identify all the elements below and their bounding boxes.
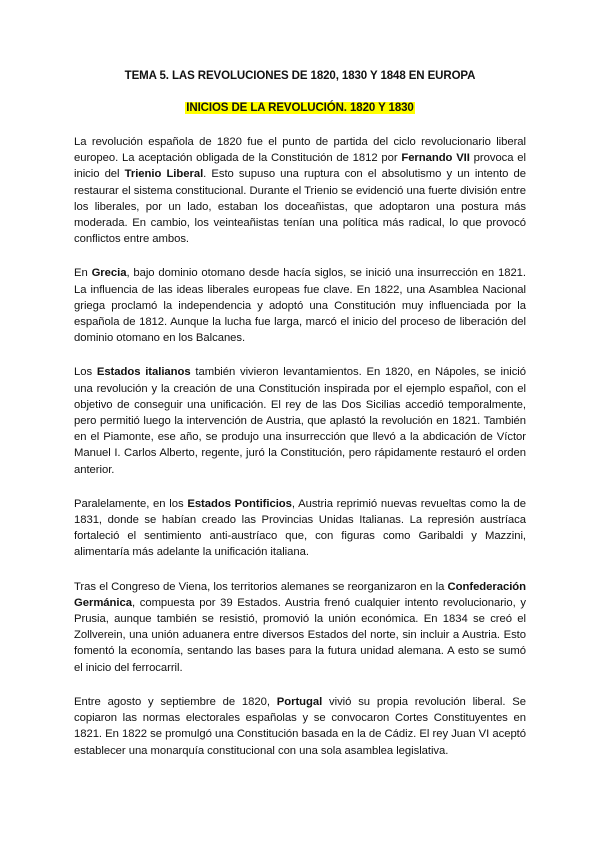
paragraph-text: Entre agosto y septiembre de 1820, — [74, 695, 277, 708]
paragraph-text: provoca el inicio del — [74, 152, 526, 181]
paragraph-text: La revolución española de 1820 fue el punto de partida del ciclo revolucionario liberal europeo. La aceptación obligada de la Constitución de 1812 por — [74, 136, 526, 165]
paragraph-text: , compuesta por 39 Estados. Austria frenó cualquier intento revolucionario, y Prusia, aunque también se resistió, promovió la unión económica. En 1834 se creó el Zollverein, una unión aduanera entre diversos Estados del norte, sin incluir a Austria. Esto fomentó la economía, sentando las bases para la futura unidad alemana. A esto se sumó el inicio del ferrocarril. — [74, 596, 526, 674]
document-title: TEMA 5. LAS REVOLUCIONES DE 1820, 1830 Y 1848 EN EUROPA — [124, 70, 476, 82]
paragraph-spain — [74, 134, 526, 247]
paragraph-text: , bajo dominio otomano desde hacía siglos, se inició una insurrección en 1821. La influencia de las ideas liberales europeas fue clave. En 1822, una Asamblea Nacional griega proclamó la independencia y adoptó una Constitución muy influenciada por la española de 1812. Aunque la lucha fue larga, marcó el inicio del proceso de liberación del dominio otomano en los Balcanes. — [74, 267, 526, 345]
paragraph-text: . Esto supuso una ruptura con el absolutismo y un intento de restaurar el sistema constitucional. Durante el Trienio se evidenció una fuerte división entre los liberales, por un lado, estaban los doceañistas, que adoptaron una postura más moderada. En cambio, los veinteañistas tenían una política más radical, lo que provocó conflictos entre ambos. — [74, 168, 526, 246]
bold-term-trienio-liberal: Trienio Liberal — [124, 168, 204, 181]
paragraph-italy — [74, 364, 526, 477]
paragraph-text: , Austria reprimió nuevas revueltas como la de 1831, donde se habían creado las Provincias Unidas Italianas. La represión austríaca fortaleció el sentimiento anti-austríaco que, con figuras como Garibaldi y Mazzini, alimentaría más adelante la unificación italiana. — [74, 497, 526, 559]
section-subtitle: INICIOS DE LA REVOLUCIÓN. 1820 Y 1830 — [186, 102, 414, 114]
subtitle-container — [74, 98, 526, 116]
paragraph-greece — [74, 265, 526, 346]
bold-term-estados-pontificios: Estados Pontificios — [187, 497, 292, 510]
paragraph-text: Los — [74, 366, 97, 379]
paragraph-text: Paralelamente, en los — [74, 497, 188, 510]
paragraph-germany — [74, 579, 526, 676]
bold-term-portugal: Portugal — [276, 695, 323, 708]
paragraph-text: también vivieron levantamientos. En 1820, en Nápoles, se inició una revolución y la creación de una Constitución inspirada por el ejemplo español, con el objetivo de conseguir una unificación. El rey de las Dos Sicilias accedió temporalmente, pero permitió luego la intervención de Austria, que aplastó la revolución en 1821. También en el Piamonte, ese año, se produjo una insurrección que llevó a la abdicación de Víctor Manuel I. Carlos Alberto, regente, juró la Constitución, pero rápidamente restauró el orden anterior. — [74, 366, 526, 476]
paragraph-papal-states — [74, 496, 526, 561]
bold-term-confederacion-germanica: Confederación Germánica — [74, 580, 526, 609]
paragraph-portugal — [74, 694, 526, 759]
bold-term-fernando-vii: Fernando VII — [401, 152, 470, 165]
bold-term-estados-italianos: Estados italianos — [96, 366, 191, 379]
paragraph-text: En — [74, 267, 92, 280]
paragraph-text: vivió su propia revolución liberal. Se copiaron las normas electorales españolas y se convocaron Cortes Constituyentes en 1821. En 1822 se promulgó una Constitución basada en la de Cádiz. El rey Juan VI aceptó establecer una monarquía constitucional con una sola asamblea legislativa. — [74, 695, 527, 757]
bold-term-grecia: Grecia — [91, 267, 127, 280]
paragraph-text: Tras el Congreso de Viena, los territorios alemanes se reorganizaron en la — [74, 580, 448, 593]
